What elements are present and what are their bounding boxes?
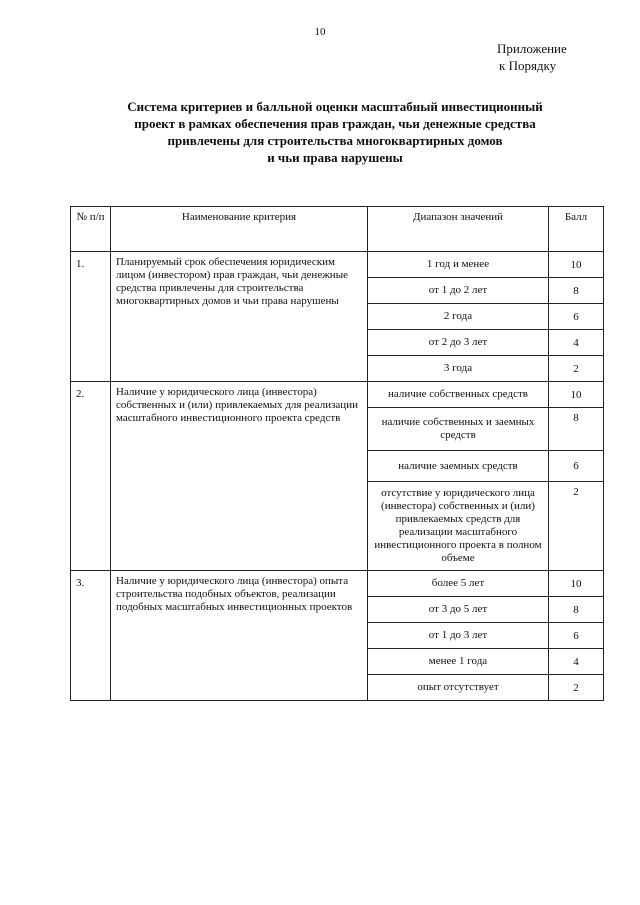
page-number: 10 [314,26,326,38]
criterion-cell: Планируемый срок обеспечения юридическим лицом (инвестором) прав граждан, чьи денежные средства привлечены для строительства многоквартирных домов и чьи права нарушены [111,252,368,382]
range-cell: опыт отсутствует [368,675,549,701]
range-cell: наличие собственных и заемных средств [368,408,549,451]
range-cell: отсутствие у юридического лица (инвестора) собственных и (или) привлекаемых средств для реализации масштабного инвестиционного проекта в полном объеме [368,482,549,571]
score-cell: 6 [549,451,604,482]
score-cell: 10 [549,252,604,278]
range-cell: 3 года [368,356,549,382]
title-line-2: проект в рамках обеспечения прав граждан, чьи денежные средства [134,116,536,131]
header-criterion: Наименование критерия [111,207,368,252]
score-cell: 4 [549,330,604,356]
criteria-table [70,206,604,701]
score-cell: 10 [549,382,604,408]
range-cell: менее 1 года [368,649,549,675]
score-cell: 10 [549,571,604,597]
range-cell: от 3 до 5 лет [368,597,549,623]
title-line-1: Система критериев и балльной оценки масштабный инвестиционный [127,99,543,114]
header-range: Диапазон значений [368,207,549,252]
score-cell: 8 [549,278,604,304]
range-cell: 1 год и менее [368,252,549,278]
score-cell: 8 [549,597,604,623]
title-line-4: и чьи права нарушены [267,150,403,165]
criterion-cell: Наличие у юридического лица (инвестора) собственных и (или) привлекаемых для реализации масштабного инвестиционного проекта средств [111,382,368,571]
table-row [71,571,604,597]
score-cell: 2 [549,356,604,382]
document-title [80,98,590,166]
range-cell: наличие заемных средств [368,451,549,482]
range-cell: наличие собственных средств [368,382,549,408]
header-num: № п/п [71,207,111,252]
appendix-note [497,40,567,74]
table-row [71,252,604,278]
range-cell: от 1 до 2 лет [368,278,549,304]
table-row [71,382,604,408]
score-cell: 2 [549,482,604,571]
appendix-line-1: Приложение [497,41,567,56]
row-number: 1. [71,252,111,382]
score-cell: 8 [549,408,604,451]
row-number: 2. [71,382,111,571]
range-cell: от 1 до 3 лет [368,623,549,649]
range-cell: 2 года [368,304,549,330]
score-cell: 2 [549,675,604,701]
score-cell: 4 [549,649,604,675]
header-score: Балл [549,207,604,252]
score-cell: 6 [549,304,604,330]
appendix-line-2: к Порядку [499,58,557,73]
criterion-cell: Наличие у юридического лица (инвестора) опыта строительства подобных объектов, реализации подобных масштабных инвестиционных проектов [111,571,368,701]
table-header-row [71,207,604,252]
score-cell: 6 [549,623,604,649]
range-cell: более 5 лет [368,571,549,597]
title-line-3: привлечены для строительства многоквартирных домов [167,133,503,148]
range-cell: от 2 до 3 лет [368,330,549,356]
row-number: 3. [71,571,111,701]
